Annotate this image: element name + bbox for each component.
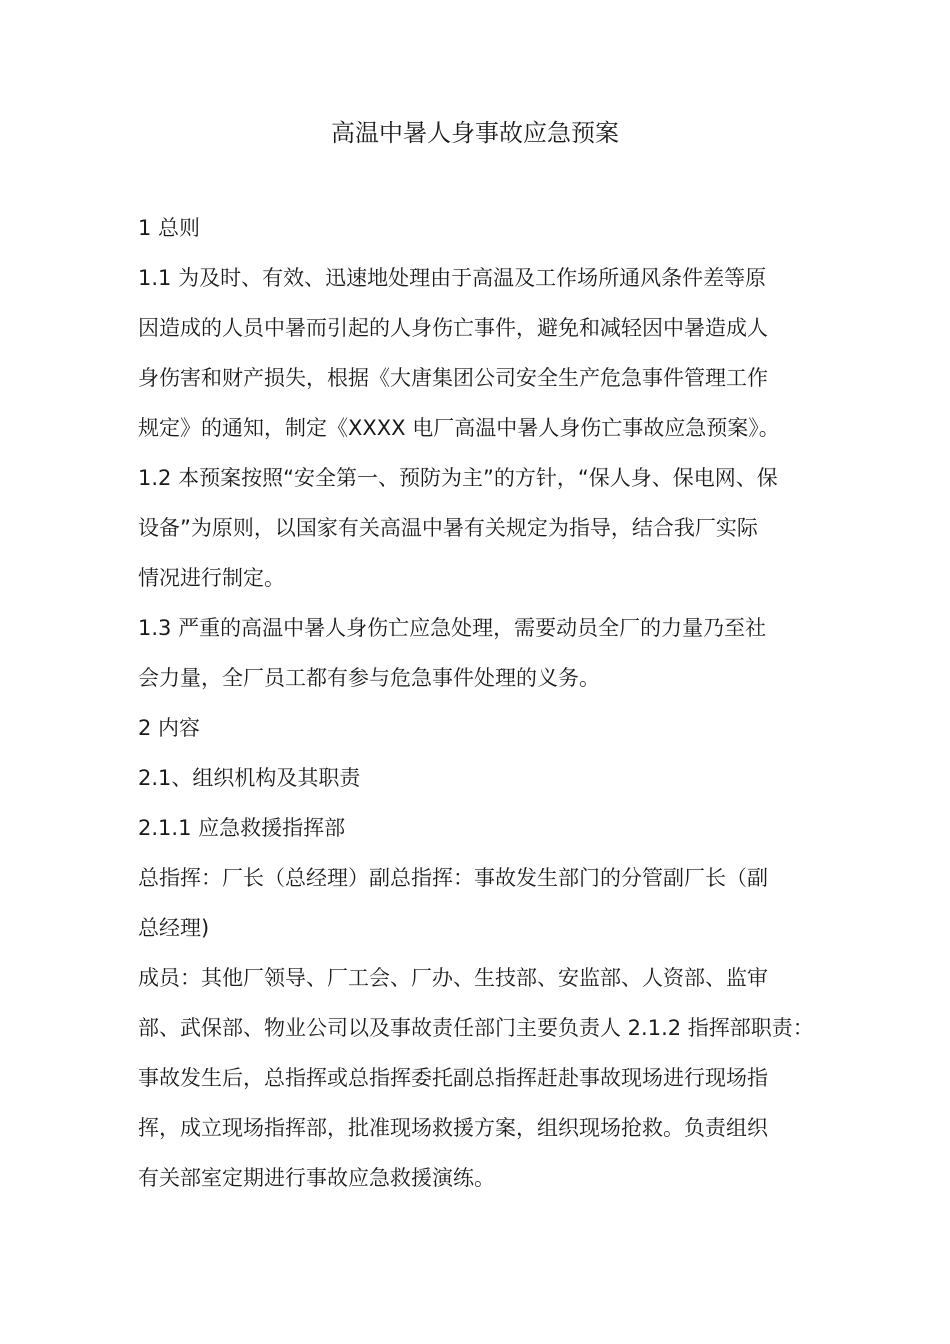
paragraph-line: 总经理) [138,916,210,940]
paragraph-line: 1.2 本预案按照“安全第一、预防为主”的方针，“保人身、保电网、保 [138,466,778,490]
paragraph-line: 有关部室定期进行事故应急救援演练。 [138,1166,495,1190]
document-title: 高温中暑人身事故应急预案 [331,119,619,147]
paragraph-line: 设备”为原则，以国家有关高温中暑有关规定为指导，结合我厂实际 [138,516,758,540]
paragraph-line: 挥，成立现场指挥部，批准现场救援方案，组织现场抢救。负责组织 [138,1116,768,1140]
paragraph-line: 规定》的通知，制定《XXXX 电厂高温中暑人身伤亡事故应急预案》。 [138,416,780,440]
paragraph-line: 1.1 为及时、有效、迅速地处理由于高温及工作场所通风条件差等原 [138,266,767,290]
paragraph-line: 总指挥：厂长（总经理）副总指挥：事故发生部门的分管副厂长（副 [138,866,768,890]
paragraph-line: 会力量，全厂员工都有参与危急事件处理的义务。 [138,666,600,690]
section-2-heading: 2 内容 [138,716,201,740]
paragraph-line: 身伤害和财产损失，根据《大唐集团公司安全生产危急事件管理工作 [138,366,768,390]
paragraph-line: 成员：其他厂领导、厂工会、厂办、生技部、安监部、人资部、监审 [138,966,768,990]
paragraph-line: 情况进行制定。 [138,566,285,590]
subsection-heading: 2.1、组织机构及其职责 [138,766,361,790]
paragraph-line: 部、武保部、物业公司以及事故责任部门主要负责人 2.1.2 指挥部职责： [138,1016,814,1040]
subsection-heading: 2.1.1 应急救援指挥部 [138,816,346,840]
paragraph-line: 1.3 严重的高温中暑人身伤亡应急处理，需要动员全厂的力量乃至社 [138,616,767,640]
section-1-heading: 1 总则 [138,216,201,240]
paragraph-line: 因造成的人员中暑而引起的人身伤亡事件，避免和减轻因中暑造成人 [138,316,768,340]
paragraph-line: 事故发生后，总指挥或总指挥委托副总指挥赶赴事故现场进行现场指 [138,1066,768,1090]
